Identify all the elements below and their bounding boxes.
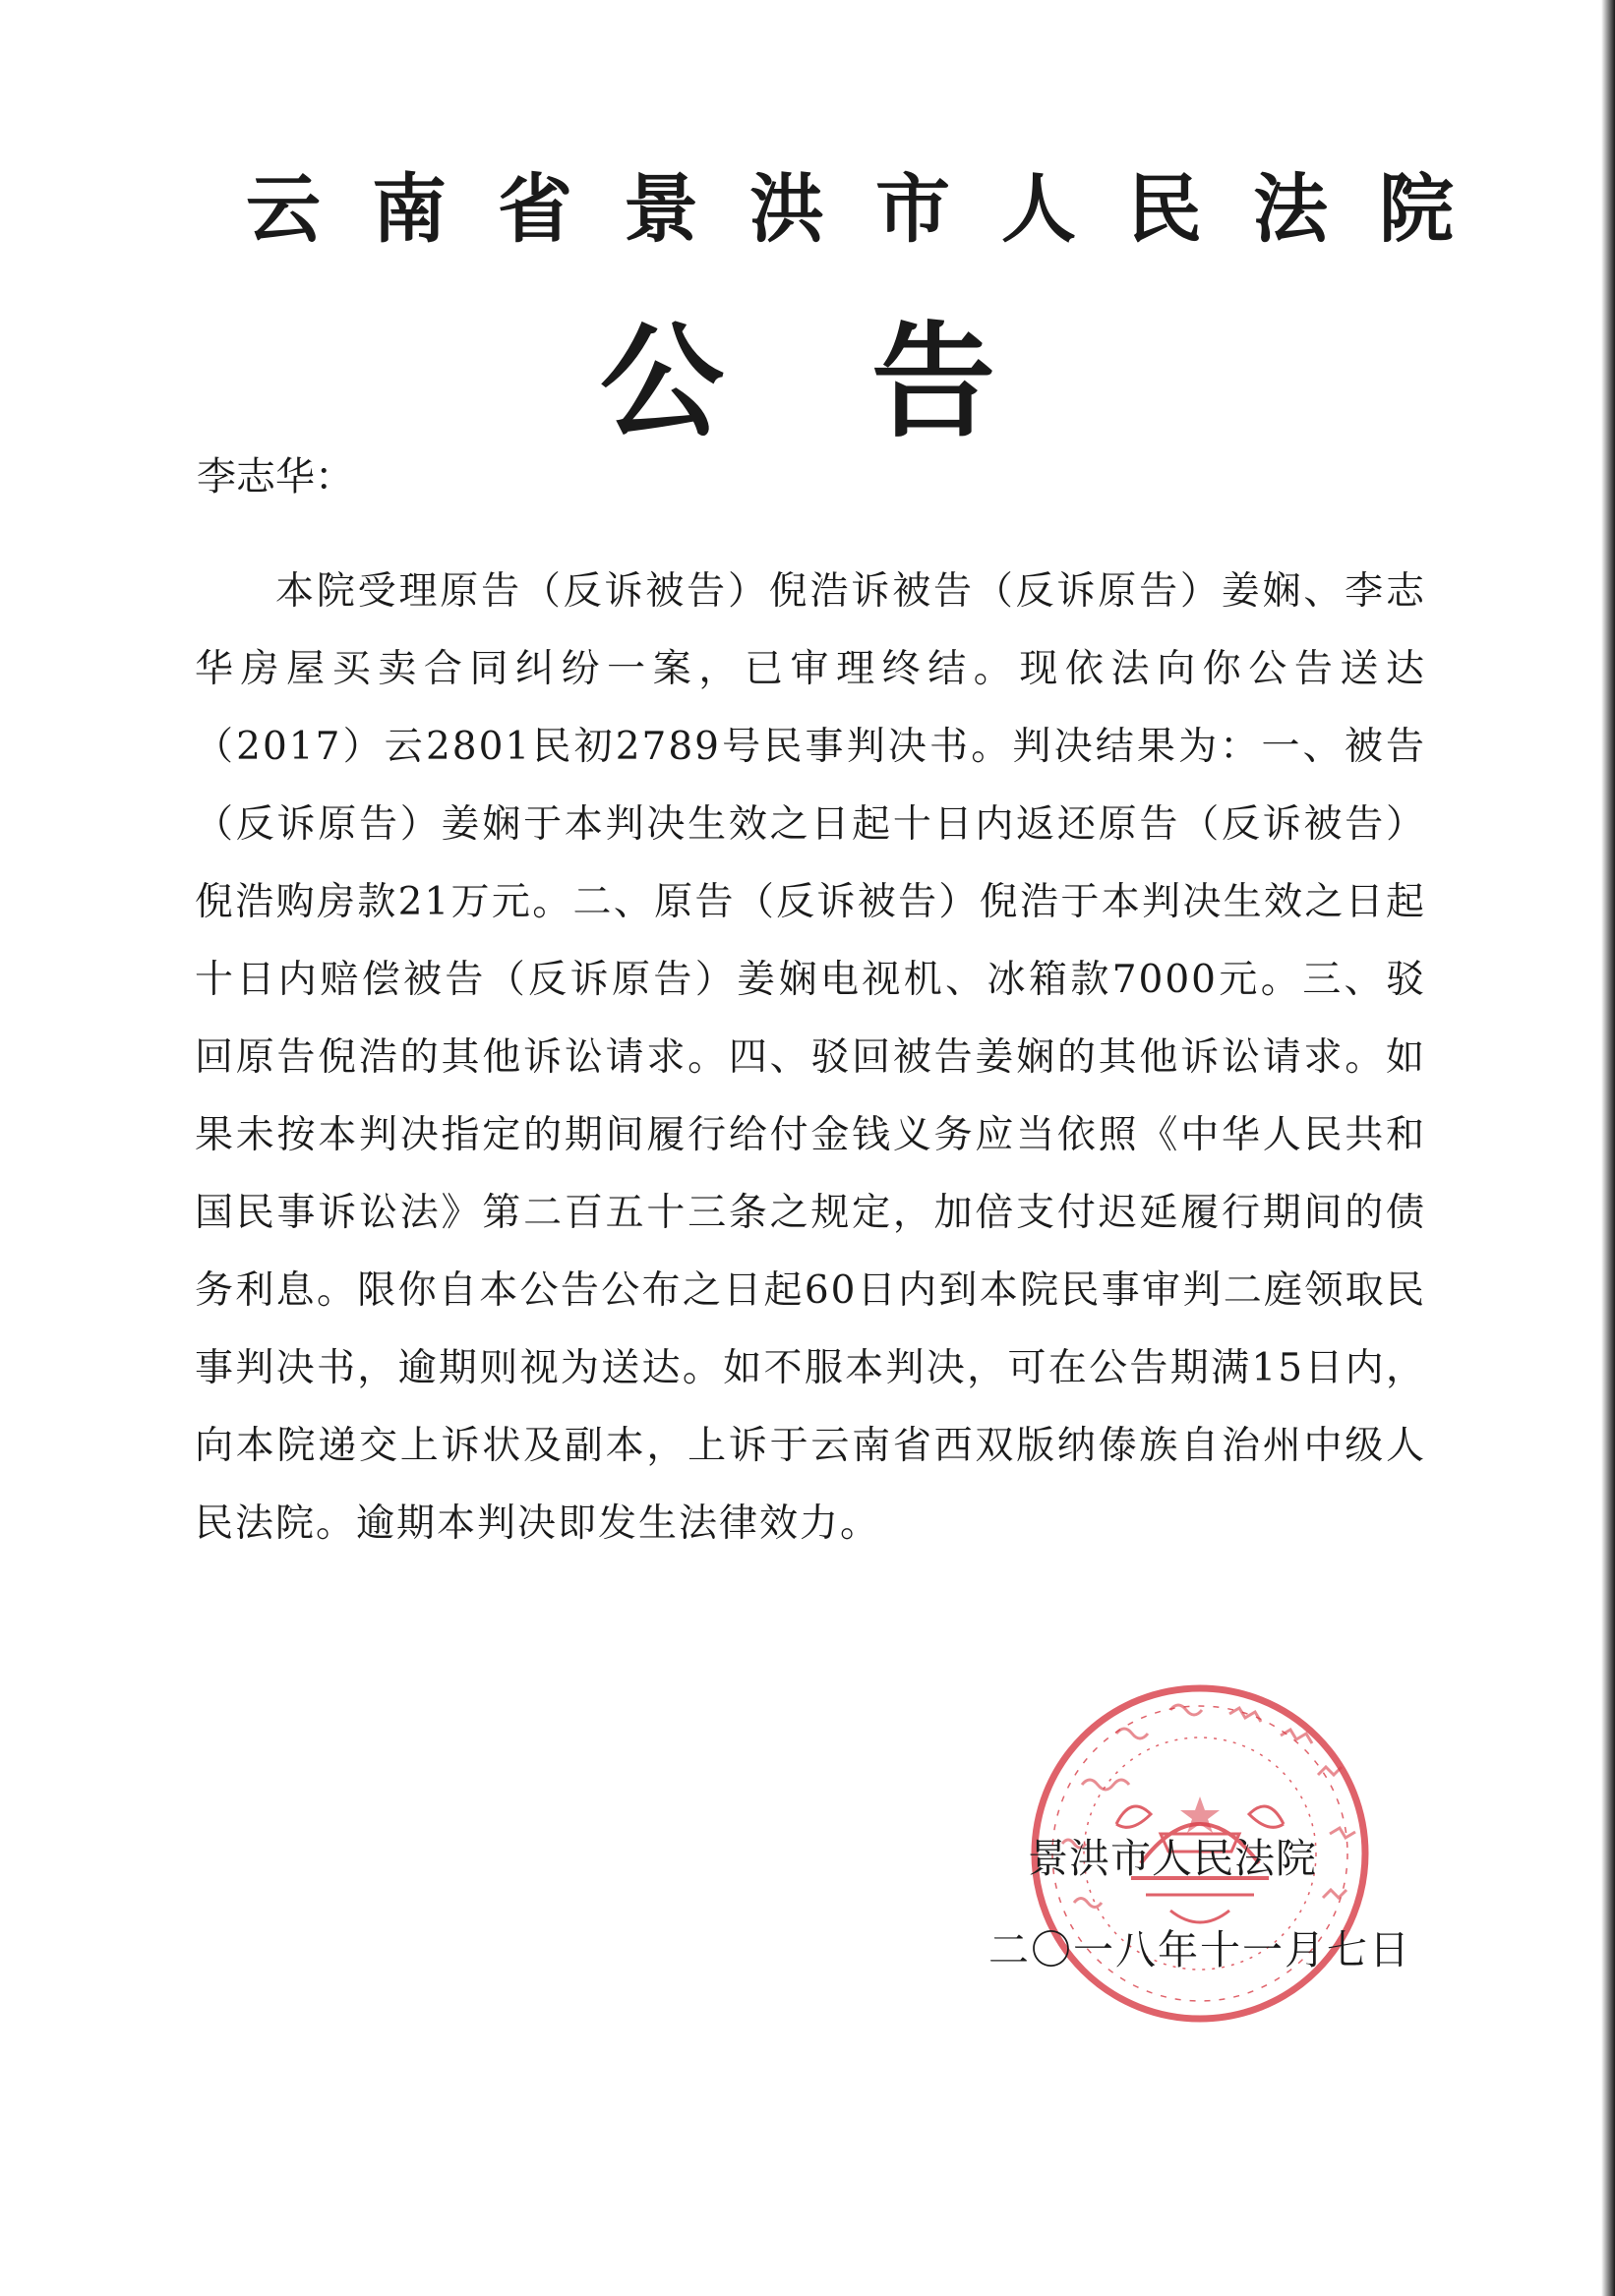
scan-edge-shadow [1601, 0, 1615, 2296]
signature-date: 二〇一八年十一月七日 [988, 1926, 1411, 1973]
signer-name: 景洪市人民法院 [1028, 1835, 1317, 1882]
addressee: 李志华： [197, 454, 354, 500]
notice-body: 本院受理原告（反诉被告）倪浩诉被告（反诉原告）姜娴、李志华房屋买卖合同纠纷一案，已审理终结。现依法向你公告送达（2017）云2801民初2789号民事判决书。判决结果为：一、被告（反诉原告）姜娴于本判决生效之日起十日内返还原告（反诉被告）倪浩购房款21万元。二、原告（反诉被告）倪浩于本判决生效之日起十日内赔偿被告（反诉原告）姜娴电视机、冰箱款7000元。三、驳回原告倪浩的其他诉讼请求。四、驳回被告姜娴的其他诉讼请求。如果未按本判决指定的期间履行给付金钱义务应当依照《中华人民共和国民事诉讼法》第二百五十三条之规定，加倍支付迟延履行期间的债务利息。限你自本公告公布之日起60日内到本院民事审判二庭领取民事判决书，逾期则视为送达。如不服本判决，可在公告期满15日内，向本院递交上诉状及副本，上诉于云南省西双版纳傣族自治州中级人民法院。逾期本判决即发生法律效力。 [195, 569, 1426, 1546]
court-title: 云南省景洪市人民法院 [246, 165, 1505, 253]
notice-title: 公告 [600, 309, 1143, 454]
